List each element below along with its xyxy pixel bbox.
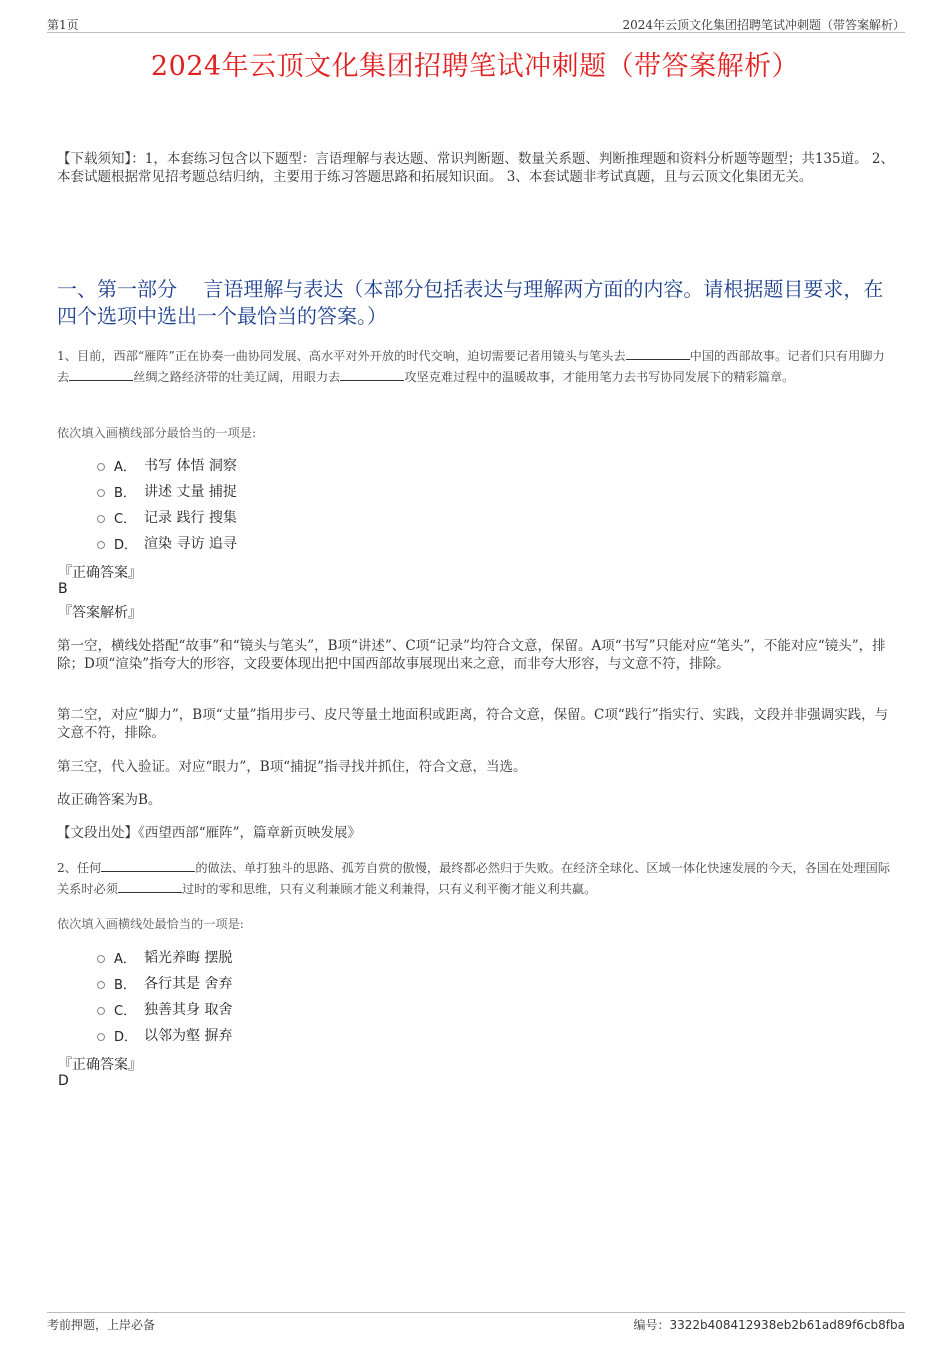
option-d[interactable]: D． 以邻为壑 摒弃: [97, 1022, 232, 1048]
question-2-text-part: 2、任何: [57, 861, 102, 875]
radio-icon[interactable]: [97, 541, 105, 549]
correct-answer-label: 『正确答案』: [58, 565, 142, 581]
fill-blank: [340, 368, 404, 381]
download-notice: 【下载须知】：1，本套练习包含以下题型：言语理解与表达题、常识判断题、数量关系题、判断推理题和资料分析题等题型；共135道。 2、本套试题根据常见招考题总结归纳，主要用于练习答题思路和拓展知识面。 3、本套试题非考试真题，且与云顶文化集团无关。: [57, 151, 894, 185]
fill-blank: [69, 368, 133, 381]
fill-blank: [101, 859, 195, 872]
radio-icon[interactable]: [97, 955, 105, 963]
question-1-text-part: 1、目前，西部“雁阵”正在协奏一曲协同发展、高水平对外开放的时代交响，迫切需要记者用镜头与笔头去: [57, 349, 626, 363]
page-footer: [47, 1312, 905, 1333]
option-c[interactable]: C． 独善其身 取舍: [97, 996, 232, 1022]
radio-icon[interactable]: [97, 981, 105, 989]
question-2-stem: [57, 858, 895, 900]
question-1-prompt: 依次填入画横线部分最恰当的一项是:: [57, 426, 257, 440]
option-a[interactable]: A． 书写 体悟 洞察: [97, 452, 237, 478]
radio-icon[interactable]: [97, 489, 105, 497]
page-number: 第1页: [47, 18, 79, 32]
option-a[interactable]: A． 韬光养晦 摆脱: [97, 944, 232, 970]
question-1-stem: [57, 346, 895, 388]
option-b[interactable]: B． 各行其是 舍弃: [97, 970, 232, 996]
analysis-paragraph: 第二空，对应“脚力”，B项“丈量”指用步弓、皮尺等量土地面积或距离，符合文意，保留。C项“践行”指实行、实践，文段并非强调实践，与文意不符，排除。: [57, 707, 889, 741]
option-b[interactable]: B． 讲述 丈量 捕捉: [97, 478, 237, 504]
radio-icon[interactable]: [97, 463, 105, 471]
radio-icon[interactable]: [97, 515, 105, 523]
fill-blank: [626, 347, 690, 360]
question-2-text-part: 过时的零和思维，只有义利兼顾才能义利兼得，只有义利平衡才能义利共赢。: [181, 882, 597, 896]
option-d[interactable]: D． 渲染 寻访 追寻: [97, 530, 237, 556]
correct-answer: D: [58, 1073, 69, 1089]
radio-icon[interactable]: [97, 1033, 105, 1041]
correct-answer-label: 『正确答案』: [58, 1057, 142, 1073]
analysis-paragraph: 第一空，横线处搭配“故事”和“镜头与笔头”，B项“讲述”、C项“记录”均符合文意，保留。A项“书写”只能对应“笔头”，不能对应“镜头”，排除；D项“渲染”指夸大的形容，文段要体现出把中国西部故事展现出来之意，而非夸大形容，与文意不符，排除。: [57, 638, 886, 672]
option-c[interactable]: C． 记录 践行 搜集: [97, 504, 237, 530]
correct-answer: B: [58, 581, 68, 597]
header-doc-title: 2024年云顶文化集团招聘笔试冲刺题（带答案解析）: [622, 18, 905, 32]
radio-icon[interactable]: [97, 1007, 105, 1015]
question-1-text-part: 攻坚克难过程中的温暖故事，才能用笔力去书写协同发展下的精彩篇章。: [404, 370, 795, 384]
fill-blank: [118, 880, 182, 893]
document-title: 2024年云顶文化集团招聘笔试冲刺题（带答案解析）: [150, 51, 800, 82]
question-2-prompt: 依次填入画横线处最恰当的一项是:: [57, 917, 244, 931]
section-heading: 一、第一部分 言语理解与表达（本部分包括表达与理解两方面的内容。请根据题目要求，在四个选项中选出一个最恰当的答案。）: [57, 277, 884, 328]
analysis-label: 『答案解析』: [58, 605, 142, 621]
analysis-paragraph: 第三空，代入验证。对应“眼力”，B项“捕捉”指寻找并抓住，符合文意，当选。: [57, 759, 527, 775]
footer-code: 编号：3322b408412938eb2b61ad89f6cb8fba: [633, 1318, 905, 1332]
question-1-options: [97, 452, 237, 556]
page-header: [47, 14, 905, 33]
question-2-text-part: 的做法、单打独斗的思路、孤芳自赏的傲慢，最终都必然归于失败。在经济全球化、区域一体化快速发展的今天，各国在处理国际关系时必须: [57, 861, 891, 896]
question-1-text-part: 中国的西部故事。记者们只有用脚力去: [57, 349, 885, 384]
question-1-text-part: 丝绸之路经济带的壮美辽阔，用眼力去: [133, 370, 341, 384]
question-2-options: [97, 944, 232, 1048]
footer-slogan: 考前押题，上岸必备: [47, 1318, 156, 1332]
source-citation: 【文段出处】《西望西部“雁阵”，篇章新页映发展》: [57, 825, 362, 841]
analysis-paragraph: 故正确答案为B。: [57, 792, 162, 808]
